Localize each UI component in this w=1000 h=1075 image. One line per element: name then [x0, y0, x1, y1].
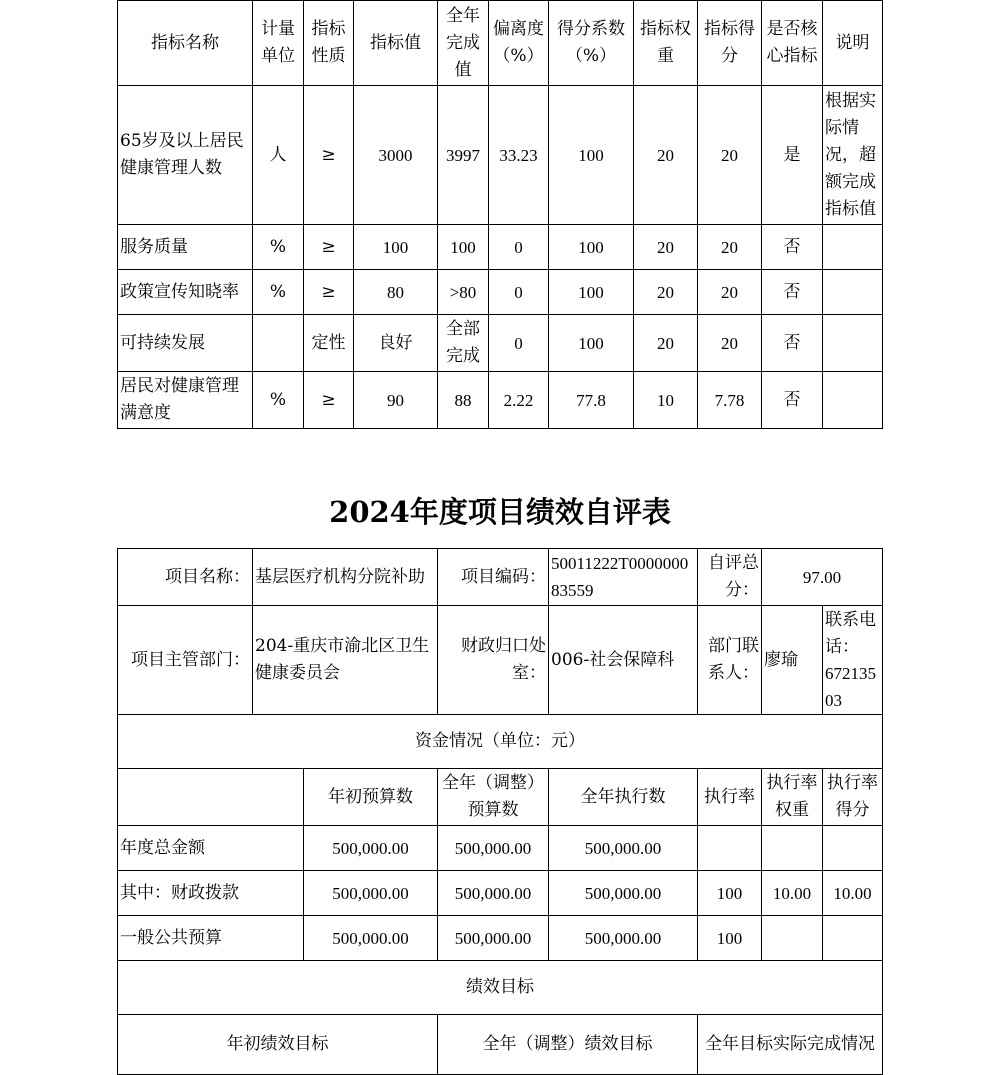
indicator-header-row — [118, 1, 883, 86]
cell-target-value: 100 — [354, 225, 438, 270]
header-indicator-name: 指标名称 — [118, 1, 253, 86]
department-value: 204-重庆市渝北区卫生健康委员会 — [253, 606, 438, 715]
project-name-value: 基层医疗机构分院补助 — [253, 549, 438, 606]
funds-executed: 500,000.00 — [549, 826, 698, 871]
table-row — [118, 225, 883, 270]
finance-office-label: 财政归口处室： — [438, 606, 549, 715]
page-title: 2024年度项目绩效自评表 — [329, 495, 671, 529]
project-name-label: 项目名称： — [118, 549, 253, 606]
funds-rate-score — [823, 826, 883, 871]
cell-indicator-name: 服务质量 — [118, 225, 253, 270]
cell-target-value: 80 — [354, 270, 438, 315]
cell-weight: 20 — [634, 86, 698, 225]
funds-initial-budget: 500,000.00 — [304, 916, 438, 961]
header-unit: 计量单位 — [253, 1, 304, 86]
table-row — [118, 270, 883, 315]
cell-actual-value: 88 — [438, 372, 489, 429]
funds-rate-score — [823, 916, 883, 961]
cell-deviation: 33.23 — [489, 86, 549, 225]
cell-target-value: 3000 — [354, 86, 438, 225]
cell-score: 20 — [698, 86, 762, 225]
funds-executed: 500,000.00 — [549, 871, 698, 916]
goals-header-row — [118, 1015, 883, 1075]
cell-deviation: 0 — [489, 315, 549, 372]
cell-remarks: 根据实际情况，超额完成指标值 — [823, 86, 883, 225]
goals-title: 绩效目标 — [118, 961, 883, 1015]
funds-initial-budget: 500,000.00 — [304, 826, 438, 871]
department-label: 项目主管部门： — [118, 606, 253, 715]
phone-value — [823, 606, 883, 715]
header-remarks: 说明 — [823, 1, 883, 86]
cell-core-indicator: 是 — [762, 86, 823, 225]
project-code-value: 50011222T000000083559 — [549, 549, 698, 606]
goals-header-initial: 年初绩效目标 — [118, 1015, 438, 1075]
cell-deviation: 0 — [489, 225, 549, 270]
funds-adjusted-budget: 500,000.00 — [438, 916, 549, 961]
cell-indicator-name: 政策宣传知晓率 — [118, 270, 253, 315]
cell-unit: % — [253, 270, 304, 315]
cell-score-coefficient: 77.8 — [549, 372, 634, 429]
header-core-indicator: 是否核心指标 — [762, 1, 823, 86]
cell-indicator-name: 65岁及以上居民健康管理人数 — [118, 86, 253, 225]
contact-value: 廖瑜 — [762, 606, 823, 715]
table-row — [118, 372, 883, 429]
cell-indicator-name: 居民对健康管理满意度 — [118, 372, 253, 429]
cell-target-value: 90 — [354, 372, 438, 429]
table-row — [118, 826, 883, 871]
cell-deviation: 2.22 — [489, 372, 549, 429]
cell-actual-value: 全部完成 — [438, 315, 489, 372]
cell-actual-value: 100 — [438, 225, 489, 270]
funds-row-label: 其中：财政拨款 — [118, 871, 304, 916]
funds-rate-weight: 10.00 — [762, 871, 823, 916]
project-code-label: 项目编码： — [438, 549, 549, 606]
table-row — [118, 871, 883, 916]
goals-header-actual: 全年目标实际完成情况 — [698, 1015, 883, 1075]
indicator-table — [117, 0, 883, 429]
cell-remarks — [823, 372, 883, 429]
cell-remarks — [823, 225, 883, 270]
cell-indicator-name: 可持续发展 — [118, 315, 253, 372]
cell-remarks — [823, 270, 883, 315]
header-score-coefficient: 得分系数（%） — [549, 1, 634, 86]
table-row — [118, 86, 883, 225]
funds-header-execution-rate: 执行率 — [698, 769, 762, 826]
cell-score-coefficient: 100 — [549, 225, 634, 270]
funds-rate-score: 10.00 — [823, 871, 883, 916]
funds-row-label: 年度总金额 — [118, 826, 304, 871]
funds-execution-rate: 100 — [698, 916, 762, 961]
cell-unit: % — [253, 225, 304, 270]
cell-actual-value: >80 — [438, 270, 489, 315]
cell-score: 20 — [698, 225, 762, 270]
funds-header-adjusted-budget: 全年（调整）预算数 — [438, 769, 549, 826]
cell-score-coefficient: 100 — [549, 270, 634, 315]
funds-header-row — [118, 769, 883, 826]
table-row — [118, 315, 883, 372]
funds-rate-weight — [762, 826, 823, 871]
header-actual-value: 全年完成值 — [438, 1, 489, 86]
department-info-row — [118, 606, 883, 715]
cell-core-indicator: 否 — [762, 372, 823, 429]
funds-header-blank — [118, 769, 304, 826]
cell-weight: 20 — [634, 270, 698, 315]
funds-title: 资金情况（单位：元） — [118, 715, 883, 769]
cell-weight: 20 — [634, 315, 698, 372]
cell-weight: 10 — [634, 372, 698, 429]
table-row — [118, 916, 883, 961]
goals-header-adjusted: 全年（调整）绩效目标 — [438, 1015, 698, 1075]
funds-execution-rate: 100 — [698, 871, 762, 916]
cell-score: 7.78 — [698, 372, 762, 429]
header-nature: 指标性质 — [304, 1, 354, 86]
cell-remarks — [823, 315, 883, 372]
cell-score: 20 — [698, 270, 762, 315]
funds-header-rate-weight: 执行率权重 — [762, 769, 823, 826]
funds-execution-rate — [698, 826, 762, 871]
cell-core-indicator: 否 — [762, 315, 823, 372]
contact-label: 部门联系人： — [698, 606, 762, 715]
cell-target-value: 良好 — [354, 315, 438, 372]
cell-unit: 人 — [253, 86, 304, 225]
funds-adjusted-budget: 500,000.00 — [438, 871, 549, 916]
cell-nature: ≥ — [304, 225, 354, 270]
cell-nature: ≥ — [304, 372, 354, 429]
cell-score-coefficient: 100 — [549, 315, 634, 372]
goals-title-row — [118, 961, 883, 1015]
cell-actual-value: 3997 — [438, 86, 489, 225]
cell-weight: 20 — [634, 225, 698, 270]
cell-deviation: 0 — [489, 270, 549, 315]
funds-row-label: 一般公共预算 — [118, 916, 304, 961]
header-deviation: 偏离度（%） — [489, 1, 549, 86]
funds-executed: 500,000.00 — [549, 916, 698, 961]
cell-unit: % — [253, 372, 304, 429]
cell-score: 20 — [698, 315, 762, 372]
funds-header-executed: 全年执行数 — [549, 769, 698, 826]
cell-nature: ≥ — [304, 270, 354, 315]
funds-rate-weight — [762, 916, 823, 961]
cell-core-indicator: 否 — [762, 270, 823, 315]
self-evaluation-table — [117, 548, 883, 1075]
funds-header-initial-budget: 年初预算数 — [304, 769, 438, 826]
header-target-value: 指标值 — [354, 1, 438, 86]
cell-unit — [253, 315, 304, 372]
phone-label: 联系电话： — [825, 610, 876, 656]
funds-initial-budget: 500,000.00 — [304, 871, 438, 916]
funds-title-row — [118, 715, 883, 769]
header-score: 指标得分 — [698, 1, 762, 86]
header-weight: 指标权重 — [634, 1, 698, 86]
cell-core-indicator: 否 — [762, 225, 823, 270]
funds-adjusted-budget: 500,000.00 — [438, 826, 549, 871]
cell-nature: 定性 — [304, 315, 354, 372]
cell-nature: ≥ — [304, 86, 354, 225]
project-info-row — [118, 549, 883, 606]
finance-office-value: 006-社会保障科 — [549, 606, 698, 715]
self-score-value: 97.00 — [762, 549, 883, 606]
phone-number: 67213503 — [825, 664, 876, 710]
self-score-label: 自评总分： — [698, 549, 762, 606]
cell-score-coefficient: 100 — [549, 86, 634, 225]
funds-header-rate-score: 执行率得分 — [823, 769, 883, 826]
